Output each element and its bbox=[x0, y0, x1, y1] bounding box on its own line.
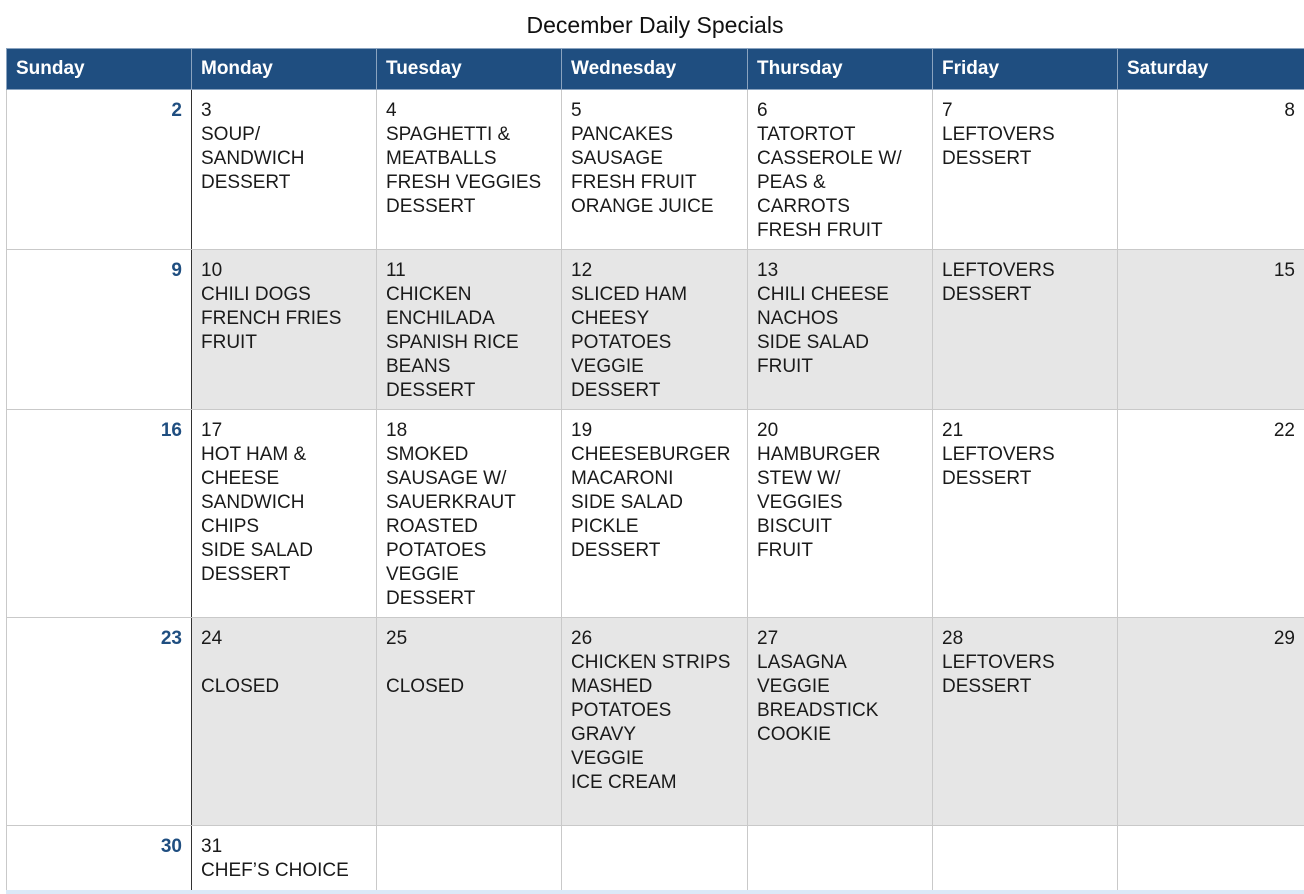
day-cell-monday bbox=[192, 826, 377, 894]
menu-item: LEFTOVERS bbox=[942, 444, 1055, 465]
menu-item: DESSERT bbox=[386, 588, 476, 609]
day-number: 4 bbox=[386, 100, 397, 121]
menu-item: SPANISH RICE bbox=[386, 332, 519, 353]
menu-item: DESSERT bbox=[942, 468, 1032, 489]
day-cell-monday bbox=[192, 90, 377, 250]
day-cell-sunday bbox=[7, 618, 192, 826]
menu-item: HAMBURGER bbox=[757, 444, 881, 465]
menu-item: ENCHILADA bbox=[386, 308, 495, 329]
week-row bbox=[7, 250, 1304, 410]
menu-item: BISCUIT bbox=[757, 516, 832, 537]
menu-item: SIDE SALAD bbox=[571, 492, 683, 513]
menu-item: BREADSTICK bbox=[757, 700, 879, 721]
menu-item: LEFTOVERS bbox=[942, 652, 1055, 673]
day-number: 5 bbox=[571, 100, 582, 121]
day-number: 11 bbox=[386, 260, 406, 281]
menu-item: PEAS & bbox=[757, 172, 826, 193]
day-cell-thursday bbox=[748, 410, 933, 618]
menu-item: CLOSED bbox=[201, 676, 280, 697]
menu-item: SMOKED bbox=[386, 444, 469, 465]
menu-item: CARROTS bbox=[757, 196, 850, 217]
day-number: 24 bbox=[201, 628, 223, 649]
day-cell-wednesday bbox=[562, 826, 748, 894]
day-number: 16 bbox=[160, 420, 182, 441]
day-cell-tuesday bbox=[377, 90, 562, 250]
bottom-edge bbox=[6, 890, 1304, 894]
week-row bbox=[7, 618, 1304, 826]
menu-item: DESSERT bbox=[942, 148, 1032, 169]
menu-item: LASAGNA bbox=[757, 652, 847, 673]
menu-item: CHEESE bbox=[201, 468, 280, 489]
day-cell-thursday bbox=[748, 250, 933, 410]
day-cell-saturday bbox=[1118, 250, 1304, 410]
menu-item: CHEESEBURGER bbox=[571, 444, 731, 465]
menu-item: PANCAKES bbox=[571, 124, 674, 145]
menu-item: ROASTED bbox=[386, 516, 478, 537]
day-cell-sunday bbox=[7, 826, 192, 894]
menu-item: BEANS bbox=[386, 356, 451, 377]
menu-item: DESSERT bbox=[571, 540, 661, 561]
menu-item: VEGGIES bbox=[757, 492, 843, 513]
weekday-header-thursday: Thursday bbox=[748, 49, 933, 90]
menu-item: STEW W/ bbox=[757, 468, 841, 489]
menu-item: CHICKEN bbox=[386, 284, 472, 305]
menu-item: DESSERT bbox=[386, 380, 476, 401]
menu-item: COOKIE bbox=[757, 724, 831, 745]
weekday-header-wednesday: Wednesday bbox=[562, 49, 748, 90]
menu-item: LEFTOVERS bbox=[942, 124, 1055, 145]
menu-item: FRESH VEGGIES bbox=[386, 172, 542, 193]
day-cell-tuesday bbox=[377, 618, 562, 826]
menu-item: CHIPS bbox=[201, 516, 260, 537]
menu-item: MASHED bbox=[571, 676, 653, 697]
day-cell-thursday bbox=[748, 826, 933, 894]
day-number: 30 bbox=[160, 836, 182, 857]
calendar-title: December Daily Specials bbox=[526, 12, 784, 38]
day-number: 8 bbox=[1284, 100, 1295, 121]
day-number: 25 bbox=[386, 628, 408, 649]
day-number: 18 bbox=[386, 420, 408, 441]
menu-item: CASSEROLE W/ bbox=[757, 148, 902, 169]
day-cell-friday bbox=[933, 410, 1118, 618]
menu-item: POTATOES bbox=[571, 700, 672, 721]
day-number: 31 bbox=[201, 836, 223, 857]
menu-item: DESSERT bbox=[201, 172, 291, 193]
day-number: 10 bbox=[201, 260, 223, 281]
menu-item: SPAGHETTI & bbox=[386, 124, 511, 145]
menu-item: CHILI CHEESE bbox=[757, 284, 889, 305]
day-number: 2 bbox=[171, 100, 182, 121]
menu-item: FRUIT bbox=[757, 356, 813, 377]
menu-item: GRAVY bbox=[571, 724, 637, 745]
day-cell-thursday bbox=[748, 618, 933, 826]
day-cell-tuesday bbox=[377, 826, 562, 894]
day-number: 20 bbox=[757, 420, 779, 441]
menu-item: NACHOS bbox=[757, 308, 839, 329]
weekday-header-saturday: Saturday bbox=[1118, 49, 1304, 90]
day-number: 9 bbox=[171, 260, 182, 281]
menu-item: CHICKEN STRIPS bbox=[571, 652, 731, 673]
day-cell-friday bbox=[933, 250, 1118, 410]
day-cell-sunday bbox=[7, 90, 192, 250]
week-row bbox=[7, 90, 1304, 250]
menu-item: CHEESY bbox=[571, 308, 650, 329]
menu-item: CLOSED bbox=[386, 676, 465, 697]
menu-item: DESSERT bbox=[571, 380, 661, 401]
day-cell-sunday bbox=[7, 410, 192, 618]
menu-item: SANDWICH bbox=[201, 492, 305, 513]
day-cell-saturday bbox=[1118, 410, 1304, 618]
menu-item: HOT HAM & bbox=[201, 444, 307, 465]
day-number: 26 bbox=[571, 628, 593, 649]
day-number: 3 bbox=[201, 100, 212, 121]
menu-item: CHILI DOGS bbox=[201, 284, 311, 305]
weekday-header-row bbox=[7, 49, 1304, 90]
menu-item: FRESH FRUIT bbox=[571, 172, 697, 193]
weekday-header-tuesday: Tuesday bbox=[377, 49, 562, 90]
menu-item: MACARONI bbox=[571, 468, 674, 489]
day-cell-tuesday bbox=[377, 410, 562, 618]
menu-item: MEATBALLS bbox=[386, 148, 497, 169]
menu-item: SAUSAGE bbox=[571, 148, 663, 169]
day-number: 6 bbox=[757, 100, 768, 121]
menu-item: FRUIT bbox=[757, 540, 813, 561]
menu-item: VEGGIE bbox=[571, 356, 644, 377]
week-row bbox=[7, 410, 1304, 618]
menu-item: DESSERT bbox=[942, 284, 1032, 305]
menu-item: POTATOES bbox=[571, 332, 672, 353]
menu-item: DESSERT bbox=[386, 196, 476, 217]
day-cell-tuesday bbox=[377, 250, 562, 410]
day-cell-sunday bbox=[7, 250, 192, 410]
menu-item: ORANGE JUICE bbox=[571, 196, 714, 217]
menu-item: VEGGIE bbox=[757, 676, 830, 697]
menu-item: DESSERT bbox=[201, 564, 291, 585]
day-cell-wednesday bbox=[562, 618, 748, 826]
day-cell-friday bbox=[933, 618, 1118, 826]
menu-item: SOUP/ bbox=[201, 124, 261, 145]
day-cell-friday bbox=[933, 90, 1118, 250]
menu-item: SAUSAGE W/ bbox=[386, 468, 507, 489]
day-cell-thursday bbox=[748, 90, 933, 250]
menu-item: POTATOES bbox=[386, 540, 487, 561]
menu-item: DESSERT bbox=[942, 676, 1032, 697]
day-cell-friday bbox=[933, 826, 1118, 894]
menu-item: ICE CREAM bbox=[571, 772, 677, 793]
menu-item: SLICED HAM bbox=[571, 284, 688, 305]
day-number: 19 bbox=[571, 420, 593, 441]
day-cell-saturday bbox=[1118, 826, 1304, 894]
day-number: 7 bbox=[942, 100, 953, 121]
menu-item: SIDE SALAD bbox=[201, 540, 313, 561]
day-cell-monday bbox=[192, 618, 377, 826]
day-number: 27 bbox=[757, 628, 779, 649]
menu-item bbox=[201, 651, 367, 675]
menu-item: FRENCH FRIES bbox=[201, 308, 342, 329]
menu-item: SIDE SALAD bbox=[757, 332, 869, 353]
menu-item: SANDWICH bbox=[201, 148, 305, 169]
weekday-header-sunday: Sunday bbox=[7, 49, 192, 90]
menu-item: LEFTOVERS bbox=[942, 260, 1055, 281]
weekday-header-monday: Monday bbox=[192, 49, 377, 90]
menu-item: SAUERKRAUT bbox=[386, 492, 516, 513]
menu-item: FRESH FRUIT bbox=[757, 220, 883, 241]
day-cell-saturday bbox=[1118, 618, 1304, 826]
day-cell-wednesday bbox=[562, 250, 748, 410]
day-cell-wednesday bbox=[562, 410, 748, 618]
day-cell-wednesday bbox=[562, 90, 748, 250]
day-cell-saturday bbox=[1118, 90, 1304, 250]
menu-item: FRUIT bbox=[201, 332, 257, 353]
day-cell-monday bbox=[192, 410, 377, 618]
menu-item: TATORTOT bbox=[757, 124, 856, 145]
day-number: 23 bbox=[160, 628, 182, 649]
menu-item: CHEF’S CHOICE bbox=[201, 860, 349, 881]
day-number: 28 bbox=[942, 628, 964, 649]
week-row bbox=[7, 826, 1304, 894]
day-number: 12 bbox=[571, 260, 593, 281]
menu-item: VEGGIE bbox=[571, 748, 644, 769]
menu-item: PICKLE bbox=[571, 516, 639, 537]
menu-item bbox=[386, 651, 552, 675]
day-number: 29 bbox=[1273, 628, 1295, 649]
menu-item: VEGGIE bbox=[386, 564, 459, 585]
day-number: 13 bbox=[757, 260, 779, 281]
day-number: 21 bbox=[942, 420, 964, 441]
calendar-table bbox=[6, 48, 1304, 894]
day-cell-monday bbox=[192, 250, 377, 410]
day-number: 22 bbox=[1273, 420, 1295, 441]
day-number: 15 bbox=[1273, 260, 1295, 281]
weekday-header-friday: Friday bbox=[933, 49, 1118, 90]
day-number: 17 bbox=[201, 420, 223, 441]
